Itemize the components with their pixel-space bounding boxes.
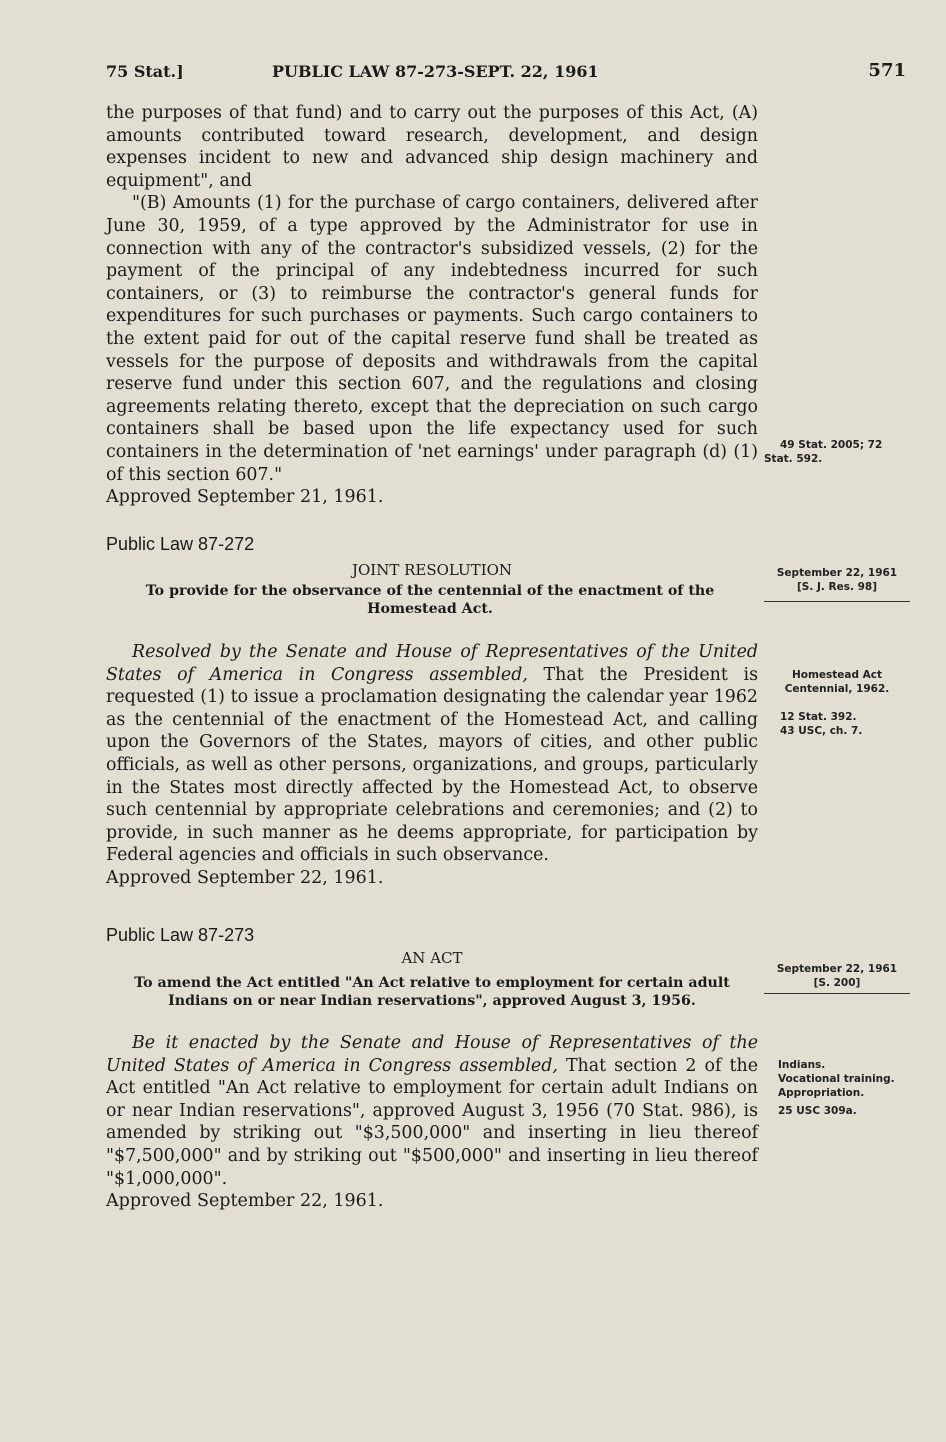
margin-note-topic-273: Indians. Vocational training. Appropriation. 25 USC 309a.	[778, 1059, 895, 1117]
page-number: 571	[868, 60, 906, 81]
enacting-clause-273: Be it enacted by the Senate and House of Representatives of the United States of America in Congress assembled,	[106, 1033, 758, 1076]
law-heading-273: Public Law 87-273	[106, 925, 255, 945]
doc-type-272: JOINT RESOLUTION	[351, 561, 513, 579]
continuation-text	[106, 102, 758, 509]
approval-date: Approved September 21, 1961.	[106, 487, 384, 508]
caption-272: To provide for the observance of the centennial of the enactment of the Homestead Act.	[145, 583, 715, 617]
margin-note-citation: 49 Stat. 2005; 72 Stat. 592.	[764, 439, 883, 465]
paragraph-a: the purposes of that fund) and to carry out the purposes of this Act, (A) amounts contributed toward research, development, and design expenses incident to new and advanced ship design machinery and equipment", and	[106, 103, 758, 191]
running-header: PUBLIC LAW 87-273-SEPT. 22, 1961	[272, 62, 599, 81]
enacting-clause-272: Resolved by the Senate and House of Representatives of the United States of America in Congress assembled,	[106, 642, 758, 685]
approval-date-273: Approved September 22, 1961.	[106, 1191, 384, 1212]
margin-rule	[764, 993, 910, 994]
margin-note-date-273: September 22, 1961 [S. 200]	[776, 963, 898, 989]
margin-note-topic-272: Homestead Act Centennial, 1962.	[784, 669, 890, 695]
paragraph-b: "(B) Amounts (1) for the purchase of cargo containers, delivered after June 30, 1959, of a type approved by the Administrator for use in connection with any of the contractor's subsidized vessels, (2) for the payment of the principal of any indebtedness incurred for such containers, or (3) to reimburse the contractor's general funds for expenditures for such purchases or payments. Such cargo containers to the extent paid for out of the capital reserve fund shall be treated as vessels for the purpose of deposits and withdrawals from the capital reserve fund under this section 607, and the regulations and closing agreements relating thereto, except that the depreciation on such cargo containers shall be based upon the life expectancy used for such containers in the determination of 'net earnings' under paragraph (d) (1) of this section 607."	[106, 193, 758, 485]
caption-273: To amend the Act entitled "An Act relative to employment for certain adult Indians on or near Indian reservations", approved August 3, 1956.	[134, 975, 730, 1009]
volume-reference: 75 Stat.]	[106, 62, 184, 81]
margin-note-date-272: September 22, 1961 [S. J. Res. 98]	[776, 567, 898, 593]
approval-date-272: Approved September 22, 1961.	[106, 867, 384, 888]
act-body: That section 2 of the Act entitled "An Act relative to employment for certain adult Indians on or near Indian reservations", approved August 3, 1956 (70 Stat. 986), is amended by striking out "$3,500,000" and inserting in lieu thereof "$7,500,000" and by striking out "$500,000" and inserting in lieu thereof "$1,000,000".	[106, 1055, 758, 1189]
doc-type-273: AN ACT	[401, 949, 463, 967]
resolution-body: That the President is requested (1) to issue a proclamation designating the calendar year 1962 as the centennial of the enactment of the Homestead Act, and calling upon the Governors of the States, mayors of cities, and other public officials, as well as other persons, organizations, and groups, particularly in the States most directly affected by the Homestead Act, to observe such centennial by appropriate celebrations and ceremonies; and (2) to provide, in such manner as he deems appropriate, for participation by Federal agencies and officials in such observance.	[106, 664, 758, 866]
law-heading-272: Public Law 87-272	[106, 534, 255, 554]
margin-note-cite-272: 12 Stat. 392. 43 USC, ch. 7.	[780, 711, 863, 737]
resolution-text	[106, 641, 758, 890]
margin-rule	[764, 601, 910, 602]
act-text	[106, 1032, 758, 1213]
